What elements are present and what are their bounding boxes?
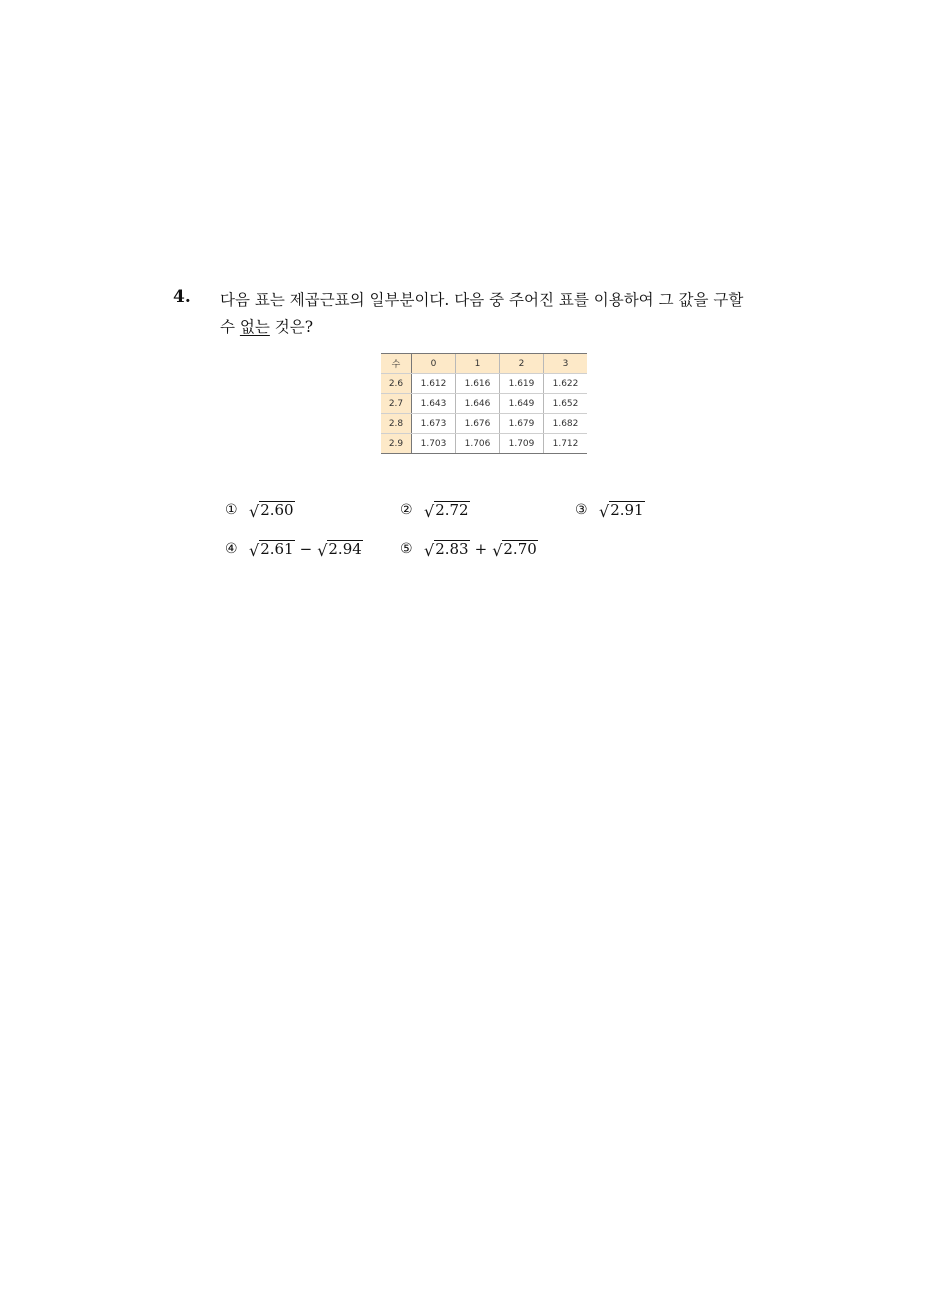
question-line-2-start: 수 [220, 318, 240, 336]
choice-5[interactable] [400, 540, 538, 558]
table-row [381, 414, 587, 434]
table-row-header: 2.6 [381, 374, 412, 394]
table-col-header: 3 [544, 354, 588, 374]
sqrt-expression [424, 540, 470, 558]
table-col-header: 1 [456, 354, 500, 374]
question-line-1: 다음 표는 제곱근표의 일부분이다. 다음 중 주어진 표를 이용하여 그 값을 구할 [220, 291, 744, 309]
radical-sign: √ [249, 502, 260, 521]
radicand: 2.94 [328, 540, 362, 558]
choice-1[interactable] [225, 501, 295, 519]
question-number: 4. [173, 287, 191, 307]
table-header-row [381, 354, 587, 374]
table-cell: 1.616 [456, 374, 500, 394]
table-row [381, 394, 587, 414]
choice-number: ③ [575, 502, 588, 518]
table-col-header: 0 [412, 354, 456, 374]
table-cell: 1.619 [500, 374, 544, 394]
question-line-2 [220, 314, 780, 341]
choice-number: ① [225, 502, 238, 518]
radicand: 2.61 [260, 540, 294, 558]
table-corner: 수 [381, 354, 412, 374]
table-cell: 1.643 [412, 394, 456, 414]
choice-4[interactable] [225, 540, 363, 558]
radical-sign: √ [424, 541, 435, 560]
table-cell: 1.652 [544, 394, 588, 414]
table-cell: 1.703 [412, 434, 456, 454]
sqrt-expression [249, 540, 295, 558]
radicand: 2.91 [610, 501, 644, 519]
radicand: 2.83 [435, 540, 469, 558]
table-cell: 1.709 [500, 434, 544, 454]
choice-number: ② [400, 502, 413, 518]
radicand: 2.72 [435, 501, 469, 519]
choice-3[interactable] [575, 501, 645, 519]
question-line-2-end: 것은? [269, 318, 314, 336]
radicand: 2.70 [503, 540, 537, 558]
sqrt-expression [317, 540, 363, 558]
sqrt-expression [492, 540, 538, 558]
operator: − [299, 540, 313, 558]
radicand: 2.60 [260, 501, 294, 519]
table-cell: 1.612 [412, 374, 456, 394]
sqrt-expression [599, 501, 645, 519]
table-cell: 1.673 [412, 414, 456, 434]
radical-sign: √ [317, 541, 328, 560]
choice-number: ⑤ [400, 541, 413, 557]
radical-sign: √ [492, 541, 503, 560]
radical-sign: √ [249, 541, 260, 560]
square-root-table [381, 353, 587, 454]
choice-number: ④ [225, 541, 238, 557]
table-cell: 1.622 [544, 374, 588, 394]
choice-2[interactable] [400, 501, 470, 519]
table-row [381, 434, 587, 454]
table-cell: 1.646 [456, 394, 500, 414]
table-col-header: 2 [500, 354, 544, 374]
table-cell: 1.712 [544, 434, 588, 454]
radical-sign: √ [424, 502, 435, 521]
operator: + [474, 540, 488, 558]
table-cell: 1.682 [544, 414, 588, 434]
underlined-word: 없는 [239, 318, 270, 336]
table-cell: 1.679 [500, 414, 544, 434]
table-row-header: 2.7 [381, 394, 412, 414]
table-cell: 1.706 [456, 434, 500, 454]
table-row [381, 374, 587, 394]
table-cell: 1.649 [500, 394, 544, 414]
sqrt-expression [249, 501, 295, 519]
radical-sign: √ [599, 502, 610, 521]
question-text [220, 287, 780, 341]
table-row-header: 2.9 [381, 434, 412, 454]
table-cell: 1.676 [456, 414, 500, 434]
table-row-header: 2.8 [381, 414, 412, 434]
sqrt-expression [424, 501, 470, 519]
